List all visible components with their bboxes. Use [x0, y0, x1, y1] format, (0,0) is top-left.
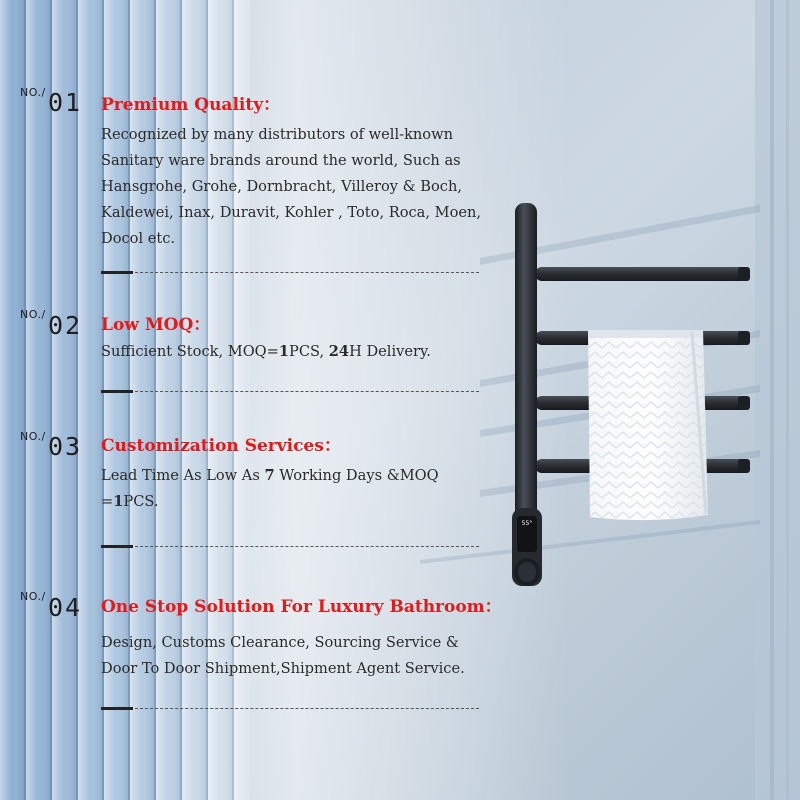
section-description: Recognized by many distributors of well-known Sanitary ware brands around the world, Such as Hansgrohe, Grohe, Dornbracht, Villeroy & Boch, Kaldewei, Inax, Duravit, Kohler , Toto, Roca, Moen, Docol etc. — [101, 126, 482, 247]
section-number: 03 — [48, 432, 83, 461]
section-title: One Stop Solution For Luxury Bathroom： — [101, 597, 502, 617]
section-title: Premium Quality： — [101, 95, 281, 115]
section-divider — [101, 390, 479, 393]
temperature-display: 55° — [521, 520, 533, 527]
section-number: 02 — [48, 311, 83, 340]
section-title: Customization Services： — [101, 436, 341, 456]
section-number: 01 — [48, 88, 83, 117]
towel — [588, 330, 708, 520]
section-title: Low MOQ： — [101, 315, 211, 335]
section-number: 04 — [48, 593, 83, 622]
section-no-label: NO./ — [20, 590, 46, 603]
section-divider — [101, 545, 479, 548]
section-divider — [101, 271, 479, 274]
section-description: Lead Time As Low As 7 Working Days &MOQ =1PCS. — [101, 467, 439, 510]
section-divider — [101, 707, 479, 710]
section-no-label: NO./ — [20, 86, 46, 99]
section-no-label: NO./ — [20, 430, 46, 443]
section-description: Sufficient Stock, MOQ=1PCS, 24H Delivery. — [101, 343, 431, 360]
section-description: Design, Customs Clearance, Sourcing Service & Door To Door Shipment,Shipment Agent Service. — [101, 634, 465, 677]
section-no-label: NO./ — [20, 308, 46, 321]
